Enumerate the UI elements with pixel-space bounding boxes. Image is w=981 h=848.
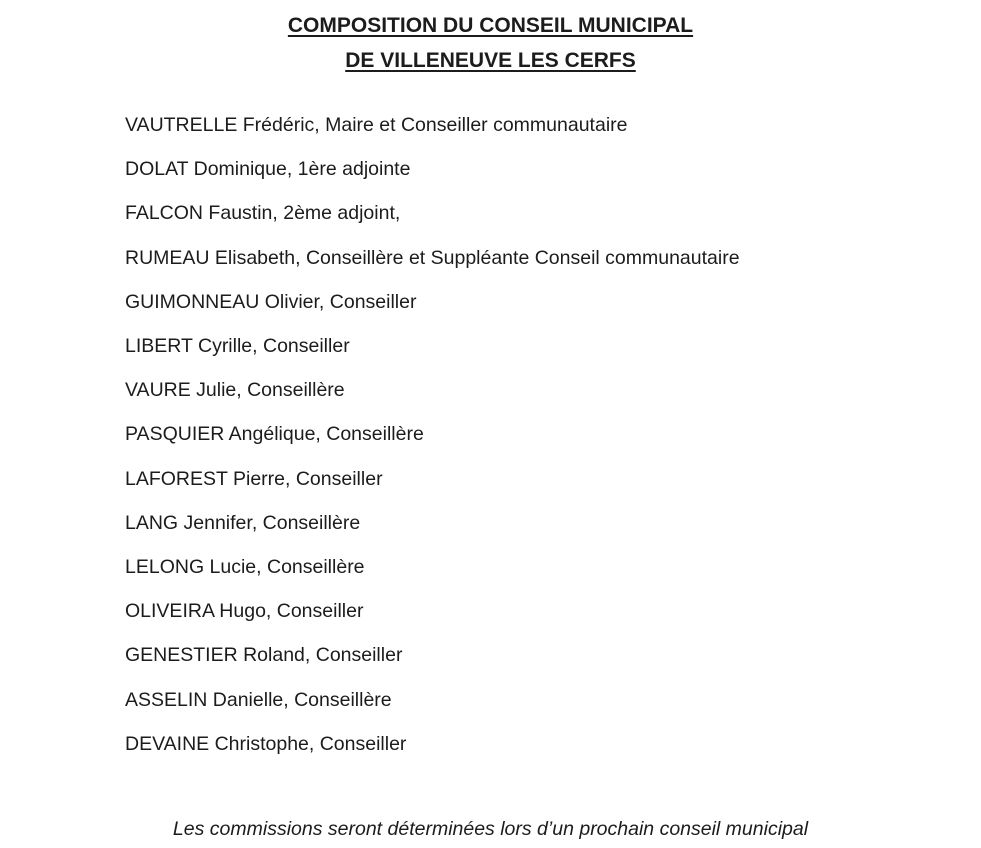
document-title xyxy=(0,0,981,78)
list-item: GENESTIER Roland, Conseiller xyxy=(125,644,403,667)
list-item: DEVAINE Christophe, Conseiller xyxy=(125,732,407,755)
title-line-1: COMPOSITION DU CONSEIL MUNICIPAL xyxy=(287,14,694,37)
list-item: PASQUIER Angélique, Conseillère xyxy=(125,423,424,446)
list-item: FALCON Faustin, 2ème adjoint, xyxy=(125,202,401,225)
list-item: LANG Jennifer, Conseillère xyxy=(125,511,361,534)
title-line-2: DE VILLENEUVE LES CERFS xyxy=(345,49,636,72)
list-item: GUIMONNEAU Olivier, Conseiller xyxy=(125,290,417,313)
list-item: ASSELIN Danielle, Conseillère xyxy=(125,688,392,711)
member-list xyxy=(125,103,981,766)
list-item: OLIVEIRA Hugo, Conseiller xyxy=(125,600,364,623)
list-item: RUMEAU Elisabeth, Conseillère et Suppléante Conseil communautaire xyxy=(125,246,740,269)
list-item: DOLAT Dominique, 1ère adjointe xyxy=(125,158,411,181)
list-item: LAFOREST Pierre, Conseiller xyxy=(125,467,383,490)
footer-note: Les commissions seront déterminées lors d’un prochain conseil municipal xyxy=(172,818,809,840)
list-item: LELONG Lucie, Conseillère xyxy=(125,556,365,579)
list-item: VAURE Julie, Conseillère xyxy=(125,379,345,402)
list-item: VAUTRELLE Frédéric, Maire et Conseiller communautaire xyxy=(125,114,628,136)
list-item: LIBERT Cyrille, Conseiller xyxy=(125,335,350,358)
